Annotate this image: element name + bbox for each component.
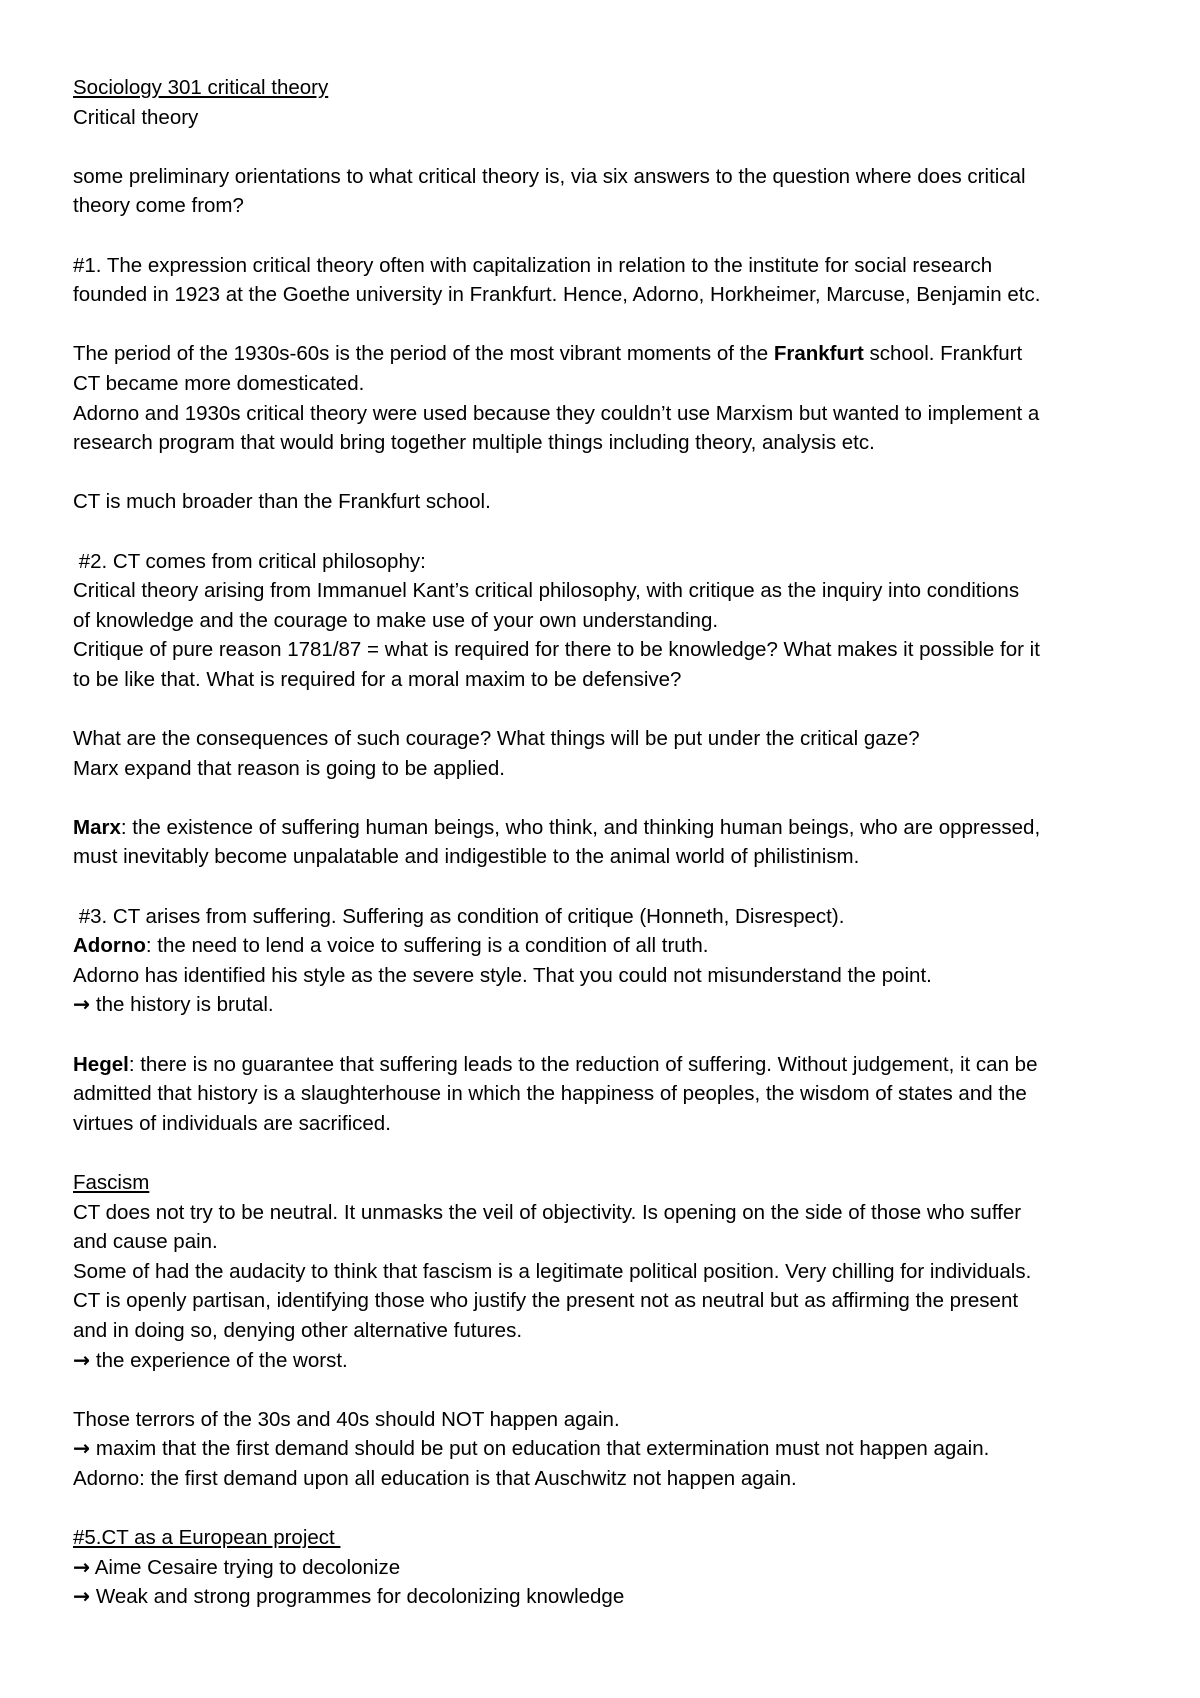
- fascism-line: and in doing so, denying other alternative futures.: [73, 1318, 523, 1342]
- adorno-education-line: Adorno: the first demand upon all education is that Auschwitz not happen again.: [73, 1466, 797, 1490]
- period-text-b: school. Frankfurt: [863, 342, 1023, 366]
- arrow-right-icon: →: [73, 992, 91, 1017]
- terrors-line: Those terrors of the 30s and 40s should NOT happen again.: [73, 1407, 620, 1431]
- arrow-text: Aime Cesaire trying to decolonize: [90, 1555, 401, 1579]
- adorno-style-line: Adorno has identified his style as the severe style. That you could not misunderstand the point.: [73, 963, 932, 987]
- section-2b-line: What are the consequences of such courage? What things will be put under the critical gaze?: [73, 727, 920, 751]
- marx-quote-line: [73, 813, 1153, 843]
- hegel-quote-line: virtues of individuals are sacrificed.: [73, 1111, 391, 1135]
- blank-line: [73, 132, 1153, 162]
- arrow-line: [73, 1553, 1153, 1583]
- intro-line: theory come from?: [73, 194, 244, 218]
- blank-line: [73, 694, 1153, 724]
- blank-line: [73, 872, 1153, 902]
- document-subtitle: Critical theory: [73, 105, 199, 129]
- hegel-quote-text: : there is no guarantee that suffering leads to the reduction of suffering. Without judgement, it can be: [128, 1052, 1038, 1076]
- arrow-text: the experience of the worst.: [90, 1348, 348, 1372]
- fascism-line: CT does not try to be neutral. It unmasks the veil of objectivity. Is opening on the side of those who suffer: [73, 1200, 1022, 1224]
- section-2b-line: Marx expand that reason is going to be applied.: [73, 756, 505, 780]
- adorno-label: Adorno: [73, 934, 146, 958]
- section-2-line: of knowledge and the courage to make use of your own understanding.: [73, 608, 719, 632]
- blank-line: [73, 1494, 1153, 1524]
- section-2-line: Critique of pure reason 1781/87 = what is required for there to be knowledge? What makes it possible for it: [73, 638, 1040, 662]
- arrow-text: Weak and strong programmes for decolonizing knowledge: [90, 1585, 625, 1609]
- fascism-line: CT is openly partisan, identifying those who justify the present not as neutral but as affirming the present: [73, 1289, 1019, 1313]
- section-2-heading: #2. CT comes from critical philosophy:: [73, 549, 426, 573]
- arrow-right-icon: →: [73, 1584, 91, 1609]
- blank-line: [73, 221, 1153, 251]
- blank-line: [73, 1020, 1153, 1050]
- fascism-line: Some of had the audacity to think that fascism is a legitimate political position. Very chilling for individuals.: [73, 1259, 1032, 1283]
- hegel-label: Hegel: [73, 1052, 129, 1076]
- marx-quote-line: must inevitably become unpalatable and indigestible to the animal world of philistinism.: [73, 845, 860, 869]
- fascism-line: and cause pain.: [73, 1230, 218, 1254]
- section-3-heading: #3. CT arises from suffering. Suffering as condition of critique (Honneth, Disrespect).: [73, 904, 845, 928]
- blank-line: [73, 458, 1153, 488]
- document-page: [73, 73, 1153, 1612]
- blank-line: [73, 783, 1153, 813]
- arrow-line: [73, 1434, 1153, 1464]
- adorno-quote-line: [73, 931, 1153, 961]
- period-text-a: The period of the 1930s-60s is the period of the most vibrant moments of the: [73, 342, 774, 366]
- section-1-line: #1. The expression critical theory often with capitalization in relation to the institute for social research: [73, 253, 993, 277]
- marx-quote-text: : the existence of suffering human beings, who think, and thinking human beings, who are oppressed,: [120, 815, 1041, 839]
- arrow-right-icon: →: [73, 1347, 91, 1372]
- adorno-paragraph-line: research program that would bring together multiple things including theory, analysis etc.: [73, 431, 875, 455]
- section-2-line: to be like that. What is required for a moral maxim to be defensive?: [73, 667, 682, 691]
- period-paragraph-line: [73, 339, 1153, 369]
- blank-line: [73, 310, 1153, 340]
- adorno-paragraph-line: Adorno and 1930s critical theory were used because they couldn’t use Marxism but wanted to implement a: [73, 401, 1040, 425]
- blank-line: [73, 1138, 1153, 1168]
- document-title: Sociology 301 critical theory: [73, 76, 329, 99]
- arrow-line: [73, 1346, 1153, 1376]
- arrow-line: [73, 990, 1153, 1020]
- intro-line: some preliminary orientations to what critical theory is, via six answers to the question where does critical: [73, 164, 1026, 188]
- blank-line: [73, 1375, 1153, 1405]
- hegel-quote-line: [73, 1050, 1153, 1080]
- blank-line: [73, 517, 1153, 547]
- arrow-line: [73, 1582, 1153, 1612]
- marx-label: Marx: [73, 815, 121, 839]
- frankfurt-bold: Frankfurt: [773, 342, 864, 366]
- section-2-line: Critical theory arising from Immanuel Kant’s critical philosophy, with critique as the inquiry into conditions: [73, 579, 1020, 603]
- arrow-right-icon: →: [73, 1554, 91, 1579]
- section-5-heading: #5.CT as a European project: [73, 1526, 341, 1550]
- hegel-quote-line: admitted that history is a slaughterhouse in which the happiness of peoples, the wisdom of states and the: [73, 1082, 1027, 1106]
- period-paragraph-line: CT became more domesticated.: [73, 371, 365, 395]
- arrow-right-icon: →: [73, 1436, 91, 1461]
- adorno-quote-text: : the need to lend a voice to suffering is a condition of all truth.: [145, 934, 709, 958]
- broader-line: CT is much broader than the Frankfurt school.: [73, 490, 491, 514]
- arrow-text: the history is brutal.: [90, 993, 274, 1017]
- arrow-text: maxim that the first demand should be put on education that extermination must not happen again.: [90, 1437, 990, 1461]
- section-1-line: founded in 1923 at the Goethe university in Frankfurt. Hence, Adorno, Horkheimer, Marcuse, Benjamin etc.: [73, 283, 1041, 307]
- fascism-heading: Fascism: [73, 1170, 150, 1194]
